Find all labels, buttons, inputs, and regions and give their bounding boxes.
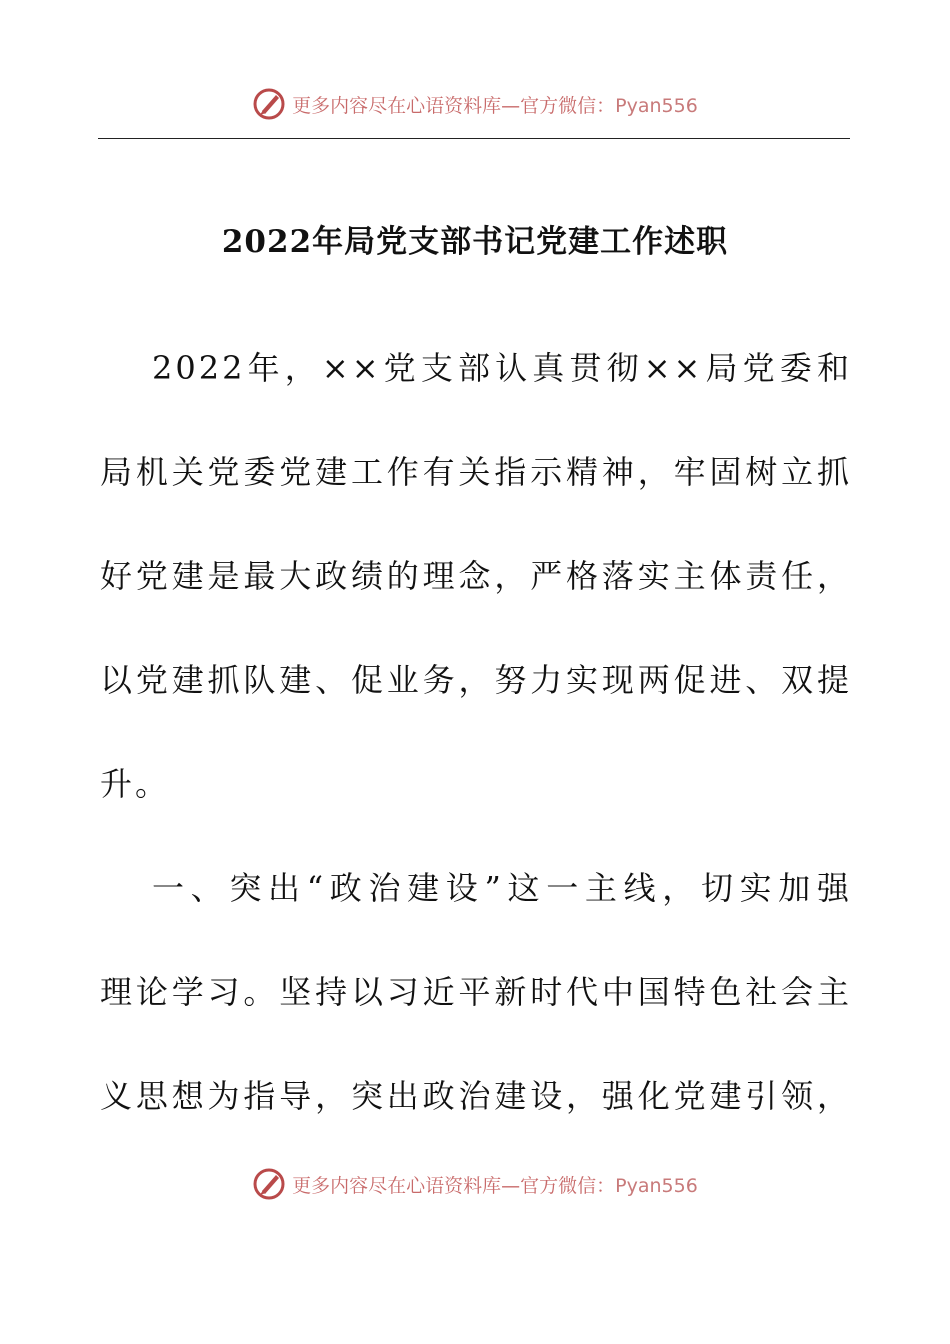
pen-logo-icon [252, 1167, 286, 1201]
body-line: 义思想为指导，突出政治建设，强化党建引领， [100, 1077, 852, 1115]
body-line: 好党建是最大政绩的理念，严格落实主体责任， [100, 557, 852, 595]
header-banner [0, 84, 950, 124]
header-banner-text [292, 91, 698, 118]
body-line: 2022年，××党支部认真贯彻××局党委和 [152, 349, 852, 387]
body-line: 一、突出“政治建设”这一主线，切实加强 [152, 869, 852, 907]
footer-banner-text [292, 1171, 698, 1198]
header-banner-label: 更多内容尽在心语资料库—官方微信： [292, 94, 616, 117]
header-wechat-id: Pyan556 [615, 94, 698, 117]
document-body [100, 336, 852, 1168]
footer-banner [0, 1164, 950, 1204]
body-line: 理论学习。坚持以习近平新时代中国特色社会主 [100, 973, 852, 1011]
header-divider [98, 138, 850, 139]
body-line: 局机关党委党建工作有关指示精神，牢固树立抓 [100, 453, 852, 491]
pen-logo-icon [252, 87, 286, 121]
document-title: 2022年局党支部书记党建工作述职 [221, 224, 729, 260]
footer-banner-label: 更多内容尽在心语资料库—官方微信： [292, 1174, 616, 1197]
footer-wechat-id: Pyan556 [615, 1174, 698, 1197]
body-line: 以党建抓队建、促业务，努力实现两促进、双提 [100, 661, 852, 699]
body-line: 升。 [100, 765, 171, 803]
